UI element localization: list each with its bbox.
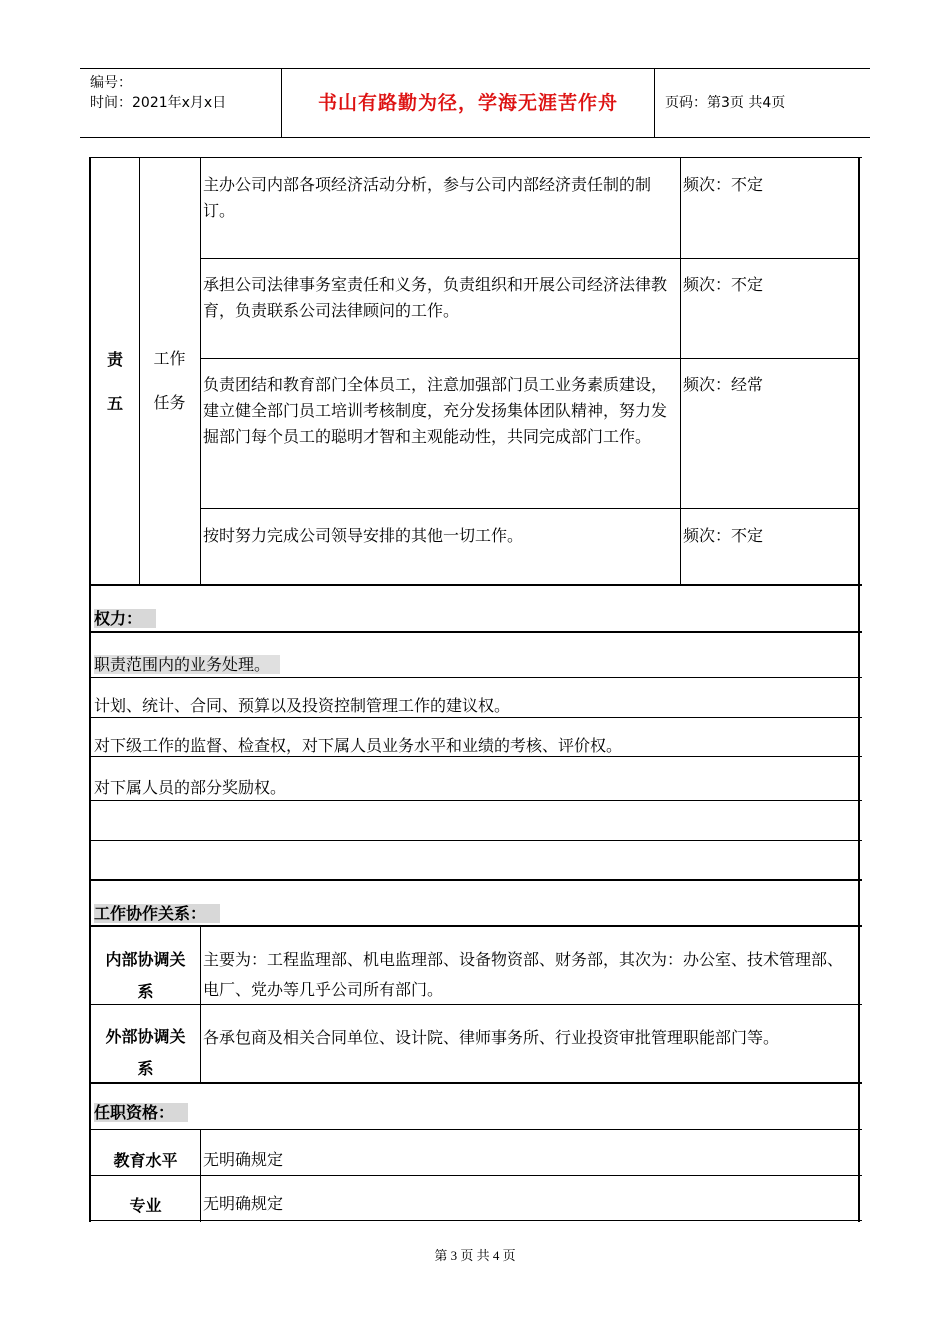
qualification-heading [94, 1100, 188, 1126]
external-coordination-label-1: 外部协调关 [105, 1027, 186, 1046]
page-footer: 第 3 页 共 4 页 [434, 1248, 516, 1263]
row-separator [91, 1129, 862, 1130]
authority-heading [94, 606, 156, 632]
duty-category-label-1: 工作 [153, 349, 186, 368]
cooperation-heading-text: 工作协作关系： [94, 904, 220, 923]
section-separator [91, 925, 862, 927]
duty-divider-3 [680, 157, 681, 585]
duty-item-text: 按时努力完成公司领导安排的其他一切工作。 [203, 526, 524, 545]
duty-item-frequency: 频次：经常 [683, 375, 764, 394]
header-motto: 书山有路勤为径，学海无涯苦作舟 [282, 69, 655, 137]
authority-item: 计划、统计、合同、预算以及投资控制管理工作的建议权。 [94, 696, 511, 715]
duty-divider-2 [200, 157, 201, 585]
row-separator [91, 756, 862, 757]
cooperation-heading [94, 901, 220, 927]
major-label: 专业 [129, 1196, 162, 1215]
duty-item-text: 主办公司内部各项经济活动分析，参与公司内部经济责任制的制订。 [203, 175, 652, 220]
duty-item-frequency: 频次：不定 [683, 275, 764, 294]
row-separator [91, 840, 862, 841]
external-coordination-text: 各承包商及相关合同单位、设计院、律师事务所、行业投资审批管理职能部门等。 [203, 1028, 780, 1047]
header-meta [80, 69, 282, 137]
authority-item-text: 职责范围内的业务处理。 [94, 655, 280, 674]
duty-item-frequency: 频次：不定 [683, 526, 764, 545]
section-separator [91, 879, 862, 881]
education-label: 教育水平 [113, 1151, 178, 1170]
internal-coordination-label-2: 系 [137, 982, 154, 1001]
table-bottom-border [91, 1220, 862, 1221]
duty-item-text: 承担公司法律事务室责任和义务，负责组织和开展公司经济法律教育，负责联系公司法律顾问的工作。 [203, 275, 668, 320]
document-date: 时间：2021年x月x日 [90, 95, 227, 111]
internal-coordination-label-1: 内部协调关 [105, 950, 186, 969]
section-separator [91, 584, 862, 586]
section-separator [91, 1082, 862, 1084]
duty-item-frequency: 频次：不定 [683, 175, 764, 194]
row-separator [91, 1175, 862, 1176]
row-separator [91, 677, 862, 678]
duty-row-separator [200, 258, 860, 259]
authority-item: 对下级工作的监督、检查权，对下属人员业务水平和业绩的考核、评价权。 [94, 736, 623, 755]
authority-item: 对下属人员的部分奖励权。 [94, 778, 287, 797]
table-top-border [91, 157, 862, 158]
row-separator [91, 1004, 862, 1005]
major-value: 无明确规定 [203, 1194, 284, 1213]
page-header [80, 68, 870, 138]
authority-item [94, 652, 280, 678]
duty-section-label-1: 责 [106, 350, 123, 369]
row-separator [91, 717, 862, 718]
document-number-label: 编号： [90, 75, 132, 91]
job-description-table [89, 157, 860, 1222]
duty-category-label-2: 任务 [153, 393, 186, 412]
external-coordination-label-2: 系 [137, 1059, 154, 1078]
section-separator [91, 631, 862, 633]
row-separator [91, 800, 862, 801]
education-value: 无明确规定 [203, 1150, 284, 1169]
internal-coordination-text: 主要为：工程监理部、机电监理部、设备物资部、财务部，其次为：办公室、技术管理部、电厂、党办等几乎公司所有部门。 [203, 950, 844, 999]
duty-section-label-2: 五 [106, 394, 123, 413]
header-page-number: 页码：第3页 共4页 [665, 95, 786, 111]
duty-row-separator [200, 508, 860, 509]
duty-item-text: 负责团结和教育部门全体员工，注意加强部门员工业务素质建设，建立健全部门员工培训考核制度，充分发扬集体团队精神，努力发掘部门每个员工的聪明才智和主观能动性，共同完成部门工作。 [203, 375, 668, 446]
duty-row-separator [200, 358, 860, 359]
qualification-heading-text: 任职资格： [94, 1103, 188, 1122]
authority-heading-text: 权力： [94, 609, 156, 628]
